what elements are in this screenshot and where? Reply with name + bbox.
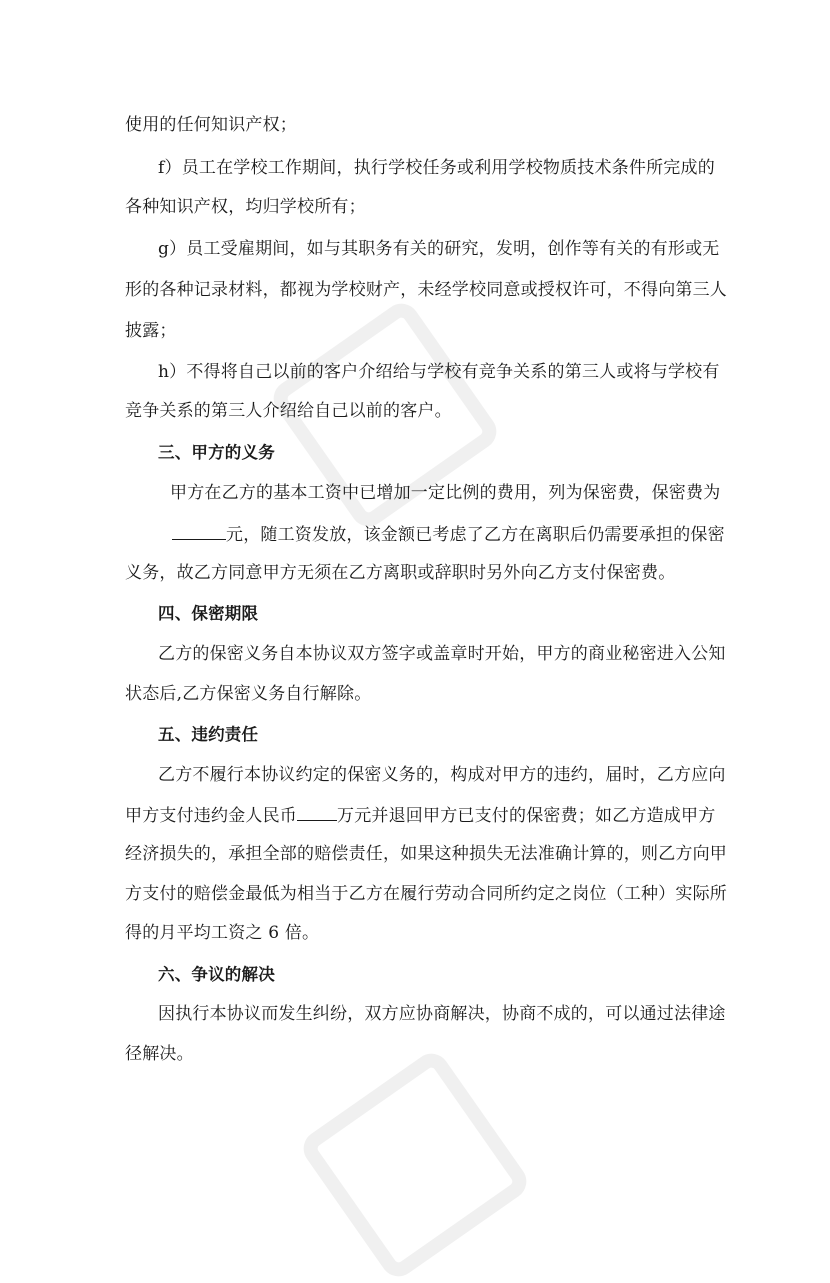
section-3-line-3: 义务，故乙方同意甲方无须在乙方离职或辞职时另外向乙方支付保密费。 bbox=[125, 563, 676, 583]
section-3-line-1: 甲方在乙方的基本工资中已增加一定比例的费用，列为保密费，保密费为 bbox=[170, 483, 721, 503]
section-5-line-5: 得的月平均工资之 6 倍。 bbox=[125, 923, 320, 943]
clause-h-line-2: 竞争关系的第三人介绍给自己以前的客户。 bbox=[125, 401, 452, 421]
section-5-line-3: 经济损失的，承担全部的赔偿责任，如果这种损失无法准确计算的，则乙方向甲 bbox=[125, 844, 727, 864]
section-5-line-4: 方支付的赔偿金最低为相当于乙方在履行劳动合同所约定之岗位（工种）实际所 bbox=[125, 884, 727, 904]
section-5-line-2-text-b: 万元并退回甲方已支付的保密费；如乙方造成甲方 bbox=[337, 806, 716, 826]
clause-f-line-2: 各种知识产权，均归学校所有； bbox=[125, 197, 366, 217]
clause-g-line-2: 形的各种记录材料，都视为学校财产，未经学校同意或授权许可，不得向第三人 bbox=[125, 280, 727, 300]
section-5-line-2 bbox=[125, 804, 715, 826]
section-5-line-2-text-a: 甲方支付违约金人民币 bbox=[125, 806, 297, 826]
clause-f-line-1: f）员工在学校工作期间，执行学校任务或利用学校物质技术条件所完成的 bbox=[158, 158, 715, 178]
section-3-line-2 bbox=[172, 523, 725, 545]
clause-g-line-1: g）员工受雇期间，如与其职务有关的研究，发明，创作等有关的有形或无 bbox=[158, 239, 720, 259]
body-line-1: 使用的任何知识产权； bbox=[125, 115, 297, 135]
section-3-heading: 三、甲方的义务 bbox=[158, 443, 275, 462]
section-6-line-1: 因执行本协议而发生纠纷，双方应协商解决，协商不成的，可以通过法律途 bbox=[158, 1004, 726, 1024]
section-4-line-2: 状态后,乙方保密义务自行解除。 bbox=[125, 684, 372, 704]
fee-blank bbox=[172, 523, 226, 540]
clause-h-line-1: h）不得将自己以前的客户介绍给与学校有竞争关系的第三人或将与学校有 bbox=[158, 362, 720, 382]
section-4-line-1: 乙方的保密义务自本协议双方签字或盖章时开始，甲方的商业秘密进入公知 bbox=[158, 644, 726, 664]
section-6-line-2: 径解决。 bbox=[125, 1044, 194, 1064]
section-4-heading: 四、保密期限 bbox=[158, 604, 259, 623]
section-5-heading: 五、违约责任 bbox=[158, 725, 259, 744]
watermark-logo bbox=[297, 1047, 534, 1283]
clause-g-line-3: 披露； bbox=[125, 321, 177, 341]
section-3-line-2-text: 元，随工资发放，该金额已考虑了乙方在离职后仍需要承担的保密 bbox=[226, 525, 725, 545]
section-5-line-1: 乙方不履行本协议约定的保密义务的，构成对甲方的违约，届时，乙方应向 bbox=[158, 765, 726, 785]
section-6-heading: 六、争议的解决 bbox=[158, 965, 275, 984]
penalty-blank bbox=[297, 804, 337, 821]
